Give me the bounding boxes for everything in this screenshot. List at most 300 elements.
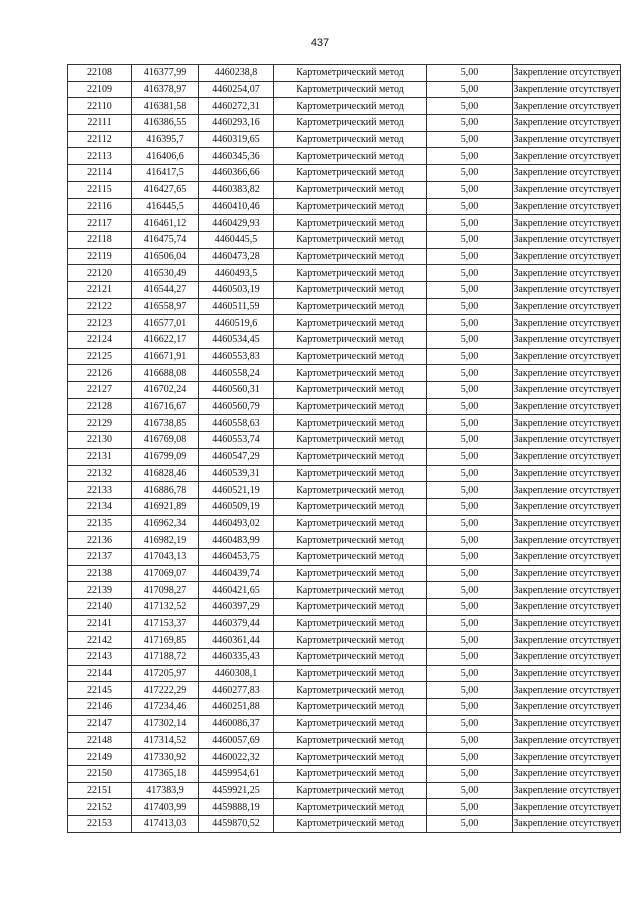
point-number-cell: 22115 xyxy=(68,181,132,198)
point-number-cell: 22135 xyxy=(68,515,132,532)
table-row xyxy=(68,582,621,599)
y-coordinate-cell: 4460277,83 xyxy=(199,682,274,699)
accuracy-cell: 5,00 xyxy=(427,398,513,415)
x-coordinate-cell: 416544,27 xyxy=(132,281,199,298)
x-coordinate-cell: 417403,99 xyxy=(132,799,199,816)
accuracy-cell: 5,00 xyxy=(427,548,513,565)
y-coordinate-cell: 4460521,19 xyxy=(199,482,274,499)
fixing-cell: Закрепление отсутствует xyxy=(513,482,621,499)
accuracy-cell: 5,00 xyxy=(427,98,513,115)
y-coordinate-cell: 4460509,19 xyxy=(199,498,274,515)
accuracy-cell: 5,00 xyxy=(427,181,513,198)
table-row xyxy=(68,482,621,499)
fixing-cell: Закрепление отсутствует xyxy=(513,599,621,616)
x-coordinate-cell: 416377,99 xyxy=(132,65,199,82)
fixing-cell: Закрепление отсутствует xyxy=(513,448,621,465)
fixing-cell: Закрепление отсутствует xyxy=(513,532,621,549)
accuracy-cell: 5,00 xyxy=(427,732,513,749)
x-coordinate-cell: 416475,74 xyxy=(132,231,199,248)
y-coordinate-cell: 4460238,8 xyxy=(199,65,274,82)
y-coordinate-cell: 4460560,31 xyxy=(199,382,274,399)
table-row xyxy=(68,632,621,649)
accuracy-cell: 5,00 xyxy=(427,448,513,465)
x-coordinate-cell: 416461,12 xyxy=(132,215,199,232)
x-coordinate-cell: 416716,67 xyxy=(132,398,199,415)
point-number-cell: 22116 xyxy=(68,198,132,215)
x-coordinate-cell: 416799,09 xyxy=(132,448,199,465)
y-coordinate-cell: 4460453,75 xyxy=(199,548,274,565)
accuracy-cell: 5,00 xyxy=(427,532,513,549)
point-number-cell: 22120 xyxy=(68,265,132,282)
y-coordinate-cell: 4460553,83 xyxy=(199,348,274,365)
x-coordinate-cell: 417132,52 xyxy=(132,599,199,616)
table-row xyxy=(68,215,621,232)
point-number-cell: 22147 xyxy=(68,715,132,732)
accuracy-cell: 5,00 xyxy=(427,265,513,282)
point-number-cell: 22144 xyxy=(68,665,132,682)
accuracy-cell: 5,00 xyxy=(427,498,513,515)
fixing-cell: Закрепление отсутствует xyxy=(513,115,621,132)
fixing-cell: Закрепление отсутствует xyxy=(513,465,621,482)
coordinates-table-body xyxy=(68,65,621,833)
method-cell: Картометрический метод xyxy=(274,98,427,115)
accuracy-cell: 5,00 xyxy=(427,682,513,699)
fixing-cell: Закрепление отсутствует xyxy=(513,198,621,215)
fixing-cell: Закрепление отсутствует xyxy=(513,682,621,699)
table-row xyxy=(68,732,621,749)
table-row xyxy=(68,548,621,565)
y-coordinate-cell: 4460547,29 xyxy=(199,448,274,465)
table-row xyxy=(68,165,621,182)
coordinates-table xyxy=(67,64,621,833)
x-coordinate-cell: 416688,08 xyxy=(132,365,199,382)
table-row xyxy=(68,565,621,582)
x-coordinate-cell: 416417,5 xyxy=(132,165,199,182)
y-coordinate-cell: 4460534,45 xyxy=(199,332,274,349)
fixing-cell: Закрепление отсутствует xyxy=(513,749,621,766)
fixing-cell: Закрепление отсутствует xyxy=(513,699,621,716)
y-coordinate-cell: 4460558,24 xyxy=(199,365,274,382)
x-coordinate-cell: 417365,18 xyxy=(132,765,199,782)
table-row xyxy=(68,615,621,632)
fixing-cell: Закрепление отсутствует xyxy=(513,148,621,165)
y-coordinate-cell: 4460493,02 xyxy=(199,515,274,532)
fixing-cell: Закрепление отсутствует xyxy=(513,231,621,248)
point-number-cell: 22150 xyxy=(68,765,132,782)
x-coordinate-cell: 416378,97 xyxy=(132,81,199,98)
y-coordinate-cell: 4460483,99 xyxy=(199,532,274,549)
x-coordinate-cell: 416622,17 xyxy=(132,332,199,349)
x-coordinate-cell: 416671,91 xyxy=(132,348,199,365)
point-number-cell: 22125 xyxy=(68,348,132,365)
x-coordinate-cell: 416982,19 xyxy=(132,532,199,549)
point-number-cell: 22149 xyxy=(68,749,132,766)
accuracy-cell: 5,00 xyxy=(427,465,513,482)
x-coordinate-cell: 416962,34 xyxy=(132,515,199,532)
x-coordinate-cell: 417205,97 xyxy=(132,665,199,682)
point-number-cell: 22134 xyxy=(68,498,132,515)
accuracy-cell: 5,00 xyxy=(427,765,513,782)
y-coordinate-cell: 4459888,19 xyxy=(199,799,274,816)
fixing-cell: Закрепление отсутствует xyxy=(513,565,621,582)
method-cell: Картометрический метод xyxy=(274,548,427,565)
table-row xyxy=(68,398,621,415)
x-coordinate-cell: 416386,55 xyxy=(132,115,199,132)
accuracy-cell: 5,00 xyxy=(427,365,513,382)
x-coordinate-cell: 417383,9 xyxy=(132,782,199,799)
table-row xyxy=(68,515,621,532)
fixing-cell: Закрепление отсутствует xyxy=(513,281,621,298)
fixing-cell: Закрепление отсутствует xyxy=(513,765,621,782)
fixing-cell: Закрепление отсутствует xyxy=(513,98,621,115)
x-coordinate-cell: 417413,03 xyxy=(132,815,199,832)
point-number-cell: 22114 xyxy=(68,165,132,182)
fixing-cell: Закрепление отсутствует xyxy=(513,415,621,432)
accuracy-cell: 5,00 xyxy=(427,599,513,616)
y-coordinate-cell: 4460397,29 xyxy=(199,599,274,616)
table-row xyxy=(68,231,621,248)
method-cell: Картометрический метод xyxy=(274,732,427,749)
accuracy-cell: 5,00 xyxy=(427,649,513,666)
y-coordinate-cell: 4460539,31 xyxy=(199,465,274,482)
y-coordinate-cell: 4460445,5 xyxy=(199,231,274,248)
method-cell: Картометрический метод xyxy=(274,749,427,766)
accuracy-cell: 5,00 xyxy=(427,615,513,632)
method-cell: Картометрический метод xyxy=(274,415,427,432)
x-coordinate-cell: 417043,13 xyxy=(132,548,199,565)
fixing-cell: Закрепление отсутствует xyxy=(513,348,621,365)
fixing-cell: Закрепление отсутствует xyxy=(513,632,621,649)
fixing-cell: Закрепление отсутствует xyxy=(513,265,621,282)
accuracy-cell: 5,00 xyxy=(427,165,513,182)
method-cell: Картометрический метод xyxy=(274,332,427,349)
point-number-cell: 22111 xyxy=(68,115,132,132)
method-cell: Картометрический метод xyxy=(274,382,427,399)
table-row xyxy=(68,432,621,449)
y-coordinate-cell: 4460335,43 xyxy=(199,649,274,666)
x-coordinate-cell: 417169,85 xyxy=(132,632,199,649)
x-coordinate-cell: 416828,46 xyxy=(132,465,199,482)
x-coordinate-cell: 416445,5 xyxy=(132,198,199,215)
fixing-cell: Закрепление отсутствует xyxy=(513,181,621,198)
method-cell: Картометрический метод xyxy=(274,248,427,265)
table-row xyxy=(68,81,621,98)
table-row xyxy=(68,782,621,799)
method-cell: Картометрический метод xyxy=(274,715,427,732)
table-row xyxy=(68,148,621,165)
accuracy-cell: 5,00 xyxy=(427,382,513,399)
point-number-cell: 22133 xyxy=(68,482,132,499)
table-row xyxy=(68,281,621,298)
x-coordinate-cell: 417069,07 xyxy=(132,565,199,582)
y-coordinate-cell: 4460254,07 xyxy=(199,81,274,98)
x-coordinate-cell: 416738,85 xyxy=(132,415,199,432)
fixing-cell: Закрепление отсутствует xyxy=(513,215,621,232)
method-cell: Картометрический метод xyxy=(274,398,427,415)
y-coordinate-cell: 4460439,74 xyxy=(199,565,274,582)
point-number-cell: 22136 xyxy=(68,532,132,549)
y-coordinate-cell: 4460345,36 xyxy=(199,148,274,165)
y-coordinate-cell: 4459921,25 xyxy=(199,782,274,799)
fixing-cell: Закрепление отсутствует xyxy=(513,382,621,399)
y-coordinate-cell: 4460511,59 xyxy=(199,298,274,315)
x-coordinate-cell: 417234,46 xyxy=(132,699,199,716)
x-coordinate-cell: 416530,49 xyxy=(132,265,199,282)
point-number-cell: 22108 xyxy=(68,65,132,82)
y-coordinate-cell: 4460022,32 xyxy=(199,749,274,766)
accuracy-cell: 5,00 xyxy=(427,782,513,799)
accuracy-cell: 5,00 xyxy=(427,699,513,716)
table-row xyxy=(68,115,621,132)
accuracy-cell: 5,00 xyxy=(427,348,513,365)
point-number-cell: 22131 xyxy=(68,448,132,465)
table-row xyxy=(68,332,621,349)
point-number-cell: 22137 xyxy=(68,548,132,565)
accuracy-cell: 5,00 xyxy=(427,715,513,732)
method-cell: Картометрический метод xyxy=(274,148,427,165)
method-cell: Картометрический метод xyxy=(274,231,427,248)
method-cell: Картометрический метод xyxy=(274,265,427,282)
method-cell: Картометрический метод xyxy=(274,582,427,599)
point-number-cell: 22126 xyxy=(68,365,132,382)
method-cell: Картометрический метод xyxy=(274,115,427,132)
method-cell: Картометрический метод xyxy=(274,298,427,315)
point-number-cell: 22122 xyxy=(68,298,132,315)
method-cell: Картометрический метод xyxy=(274,599,427,616)
point-number-cell: 22129 xyxy=(68,415,132,432)
table-row xyxy=(68,181,621,198)
accuracy-cell: 5,00 xyxy=(427,248,513,265)
x-coordinate-cell: 416395,7 xyxy=(132,131,199,148)
table-row xyxy=(68,365,621,382)
method-cell: Картометрический метод xyxy=(274,365,427,382)
table-row xyxy=(68,665,621,682)
x-coordinate-cell: 416406,6 xyxy=(132,148,199,165)
point-number-cell: 22132 xyxy=(68,465,132,482)
method-cell: Картометрический метод xyxy=(274,632,427,649)
y-coordinate-cell: 4460410,46 xyxy=(199,198,274,215)
point-number-cell: 22110 xyxy=(68,98,132,115)
table-row xyxy=(68,198,621,215)
method-cell: Картометрический метод xyxy=(274,515,427,532)
accuracy-cell: 5,00 xyxy=(427,231,513,248)
point-number-cell: 22130 xyxy=(68,432,132,449)
x-coordinate-cell: 417153,37 xyxy=(132,615,199,632)
accuracy-cell: 5,00 xyxy=(427,65,513,82)
accuracy-cell: 5,00 xyxy=(427,665,513,682)
y-coordinate-cell: 4459954,61 xyxy=(199,765,274,782)
point-number-cell: 22121 xyxy=(68,281,132,298)
method-cell: Картометрический метод xyxy=(274,782,427,799)
fixing-cell: Закрепление отсутствует xyxy=(513,298,621,315)
y-coordinate-cell: 4460251,88 xyxy=(199,699,274,716)
fixing-cell: Закрепление отсутствует xyxy=(513,799,621,816)
accuracy-cell: 5,00 xyxy=(427,81,513,98)
point-number-cell: 22146 xyxy=(68,699,132,716)
method-cell: Картометрический метод xyxy=(274,482,427,499)
fixing-cell: Закрепление отсутствует xyxy=(513,665,621,682)
table-row xyxy=(68,65,621,82)
point-number-cell: 22143 xyxy=(68,649,132,666)
point-number-cell: 22118 xyxy=(68,231,132,248)
method-cell: Картометрический метод xyxy=(274,565,427,582)
method-cell: Картометрический метод xyxy=(274,682,427,699)
fixing-cell: Закрепление отсутствует xyxy=(513,432,621,449)
x-coordinate-cell: 416558,97 xyxy=(132,298,199,315)
method-cell: Картометрический метод xyxy=(274,498,427,515)
point-number-cell: 22139 xyxy=(68,582,132,599)
point-number-cell: 22123 xyxy=(68,315,132,332)
table-row xyxy=(68,298,621,315)
y-coordinate-cell: 4460558,63 xyxy=(199,415,274,432)
y-coordinate-cell: 4460421,65 xyxy=(199,582,274,599)
table-row xyxy=(68,131,621,148)
point-number-cell: 22148 xyxy=(68,732,132,749)
accuracy-cell: 5,00 xyxy=(427,799,513,816)
y-coordinate-cell: 4460503,19 xyxy=(199,281,274,298)
point-number-cell: 22152 xyxy=(68,799,132,816)
table-row xyxy=(68,498,621,515)
point-number-cell: 22138 xyxy=(68,565,132,582)
point-number-cell: 22128 xyxy=(68,398,132,415)
method-cell: Картометрический метод xyxy=(274,131,427,148)
table-row xyxy=(68,448,621,465)
method-cell: Картометрический метод xyxy=(274,81,427,98)
table-row xyxy=(68,599,621,616)
y-coordinate-cell: 4460379,44 xyxy=(199,615,274,632)
fixing-cell: Закрепление отсутствует xyxy=(513,165,621,182)
point-number-cell: 22127 xyxy=(68,382,132,399)
method-cell: Картометрический метод xyxy=(274,615,427,632)
method-cell: Картометрический метод xyxy=(274,65,427,82)
x-coordinate-cell: 417330,92 xyxy=(132,749,199,766)
y-coordinate-cell: 4460519,6 xyxy=(199,315,274,332)
y-coordinate-cell: 4460308,1 xyxy=(199,665,274,682)
fixing-cell: Закрепление отсутствует xyxy=(513,65,621,82)
point-number-cell: 22151 xyxy=(68,782,132,799)
accuracy-cell: 5,00 xyxy=(427,632,513,649)
method-cell: Картометрический метод xyxy=(274,532,427,549)
accuracy-cell: 5,00 xyxy=(427,482,513,499)
accuracy-cell: 5,00 xyxy=(427,515,513,532)
accuracy-cell: 5,00 xyxy=(427,415,513,432)
point-number-cell: 22141 xyxy=(68,615,132,632)
fixing-cell: Закрепление отсутствует xyxy=(513,548,621,565)
method-cell: Картометрический метод xyxy=(274,281,427,298)
method-cell: Картометрический метод xyxy=(274,432,427,449)
point-number-cell: 22112 xyxy=(68,131,132,148)
point-number-cell: 22140 xyxy=(68,599,132,616)
accuracy-cell: 5,00 xyxy=(427,131,513,148)
fixing-cell: Закрепление отсутствует xyxy=(513,398,621,415)
x-coordinate-cell: 417098,27 xyxy=(132,582,199,599)
table-row xyxy=(68,315,621,332)
method-cell: Картометрический метод xyxy=(274,165,427,182)
x-coordinate-cell: 416921,89 xyxy=(132,498,199,515)
fixing-cell: Закрепление отсутствует xyxy=(513,615,621,632)
accuracy-cell: 5,00 xyxy=(427,582,513,599)
method-cell: Картометрический метод xyxy=(274,198,427,215)
point-number-cell: 22113 xyxy=(68,148,132,165)
x-coordinate-cell: 417314,52 xyxy=(132,732,199,749)
fixing-cell: Закрепление отсутствует xyxy=(513,332,621,349)
method-cell: Картометрический метод xyxy=(274,465,427,482)
y-coordinate-cell: 4460366,66 xyxy=(199,165,274,182)
point-number-cell: 22142 xyxy=(68,632,132,649)
page-number: 437 xyxy=(310,37,330,49)
x-coordinate-cell: 416381,58 xyxy=(132,98,199,115)
fixing-cell: Закрепление отсутствует xyxy=(513,782,621,799)
method-cell: Картометрический метод xyxy=(274,799,427,816)
fixing-cell: Закрепление отсутствует xyxy=(513,815,621,832)
point-number-cell: 22124 xyxy=(68,332,132,349)
accuracy-cell: 5,00 xyxy=(427,148,513,165)
table-row xyxy=(68,765,621,782)
y-coordinate-cell: 4460361,44 xyxy=(199,632,274,649)
y-coordinate-cell: 4459870,52 xyxy=(199,815,274,832)
table-row xyxy=(68,265,621,282)
point-number-cell: 22145 xyxy=(68,682,132,699)
table-row xyxy=(68,248,621,265)
y-coordinate-cell: 4460553,74 xyxy=(199,432,274,449)
method-cell: Картометрический метод xyxy=(274,448,427,465)
point-number-cell: 22109 xyxy=(68,81,132,98)
table-row xyxy=(68,649,621,666)
method-cell: Картометрический метод xyxy=(274,649,427,666)
method-cell: Картометрический метод xyxy=(274,181,427,198)
fixing-cell: Закрепление отсутствует xyxy=(513,248,621,265)
fixing-cell: Закрепление отсутствует xyxy=(513,365,621,382)
y-coordinate-cell: 4460473,28 xyxy=(199,248,274,265)
y-coordinate-cell: 4460383,82 xyxy=(199,181,274,198)
method-cell: Картометрический метод xyxy=(274,765,427,782)
y-coordinate-cell: 4460057,69 xyxy=(199,732,274,749)
method-cell: Картометрический метод xyxy=(274,348,427,365)
accuracy-cell: 5,00 xyxy=(427,749,513,766)
accuracy-cell: 5,00 xyxy=(427,332,513,349)
table-row xyxy=(68,348,621,365)
y-coordinate-cell: 4460293,16 xyxy=(199,115,274,132)
fixing-cell: Закрепление отсутствует xyxy=(513,732,621,749)
accuracy-cell: 5,00 xyxy=(427,432,513,449)
method-cell: Картометрический метод xyxy=(274,815,427,832)
accuracy-cell: 5,00 xyxy=(427,298,513,315)
accuracy-cell: 5,00 xyxy=(427,281,513,298)
method-cell: Картометрический метод xyxy=(274,665,427,682)
accuracy-cell: 5,00 xyxy=(427,115,513,132)
fixing-cell: Закрепление отсутствует xyxy=(513,515,621,532)
accuracy-cell: 5,00 xyxy=(427,215,513,232)
y-coordinate-cell: 4460319,65 xyxy=(199,131,274,148)
method-cell: Картометрический метод xyxy=(274,699,427,716)
y-coordinate-cell: 4460086,37 xyxy=(199,715,274,732)
x-coordinate-cell: 416506,04 xyxy=(132,248,199,265)
table-row xyxy=(68,699,621,716)
method-cell: Картометрический метод xyxy=(274,215,427,232)
x-coordinate-cell: 416427,65 xyxy=(132,181,199,198)
fixing-cell: Закрепление отсутствует xyxy=(513,315,621,332)
table-row xyxy=(68,682,621,699)
table-row xyxy=(68,749,621,766)
x-coordinate-cell: 417188,72 xyxy=(132,649,199,666)
x-coordinate-cell: 416702,24 xyxy=(132,382,199,399)
table-row xyxy=(68,715,621,732)
table-row xyxy=(68,465,621,482)
method-cell: Картометрический метод xyxy=(274,315,427,332)
fixing-cell: Закрепление отсутствует xyxy=(513,715,621,732)
point-number-cell: 22153 xyxy=(68,815,132,832)
table-row xyxy=(68,815,621,832)
